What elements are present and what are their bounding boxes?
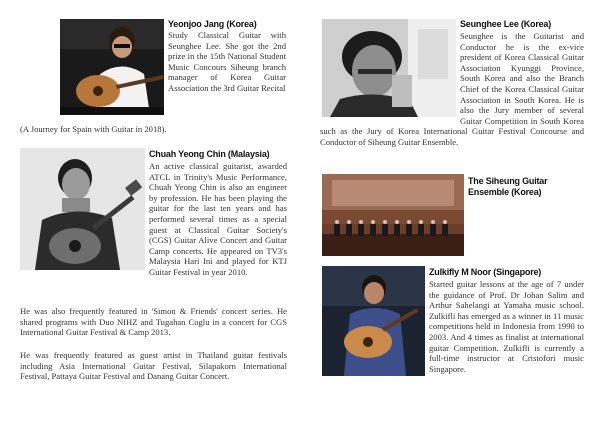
seunghee-lee-name: Seunghee Lee (Korea) [460, 19, 552, 29]
yeonjoo-jang-name: Yeonjoo Jang (Korea) [168, 19, 257, 29]
siheung-guitar-ensemble-photo [322, 174, 464, 256]
zulkifly-m-noor-bio: Started guitar lessons at the age of 7 under the guidance of Prof. Dr Johan Salim and Arthur Sahelangi at Yamaha music school. Zulkifli has emerged as a winner in 11 music competitions held in Indonesia from 1990 to 2003. And 4 times as finalist at international guitar Competition. Zulkifli is currently a full-time instructor at Cristofori music Singapore. [429, 279, 584, 374]
yeonjoo-jang-photo [60, 19, 164, 115]
yeonjoo-jang-bio-tail: (A Journey for Spain with Guitar in 2018). [20, 124, 167, 134]
chuah-paragraph-3: He was frequently featured as guest artist in Thailand guitar festivals including Asia International Guitar Festival, Silapakorn International Festival, Pattaya Guitar Festival and Danang Guitar Concert. [20, 350, 287, 382]
seunghee-lee-bio: Seunghee is the Guitarist and Conductor he is the ex-vice president of Korea Classical Guitar Association Kyunggi Province, South Korea and also the Branch Chief of the Korea Classical Guitar Association in South Korea. He is also the Jury member of several Guitar Competition in South Korea such as the Jury of Korea International Guitar Festival Concourse and Conductor of Siheung Guitar Ensemble. [320, 31, 584, 147]
chuah-yeong-chin-name: Chuah Yeong Chin (Malaysia) [149, 149, 270, 159]
chuah-paragraph-2: He was also frequently featured in 'Simon & Friends' concert series. He shared programs with Duo NIHZ and Tugahan Coglu in a concert for CGS International Guitar Festival & Camp 2013. [20, 306, 287, 338]
siheung-guitar-ensemble-name: The Siheung Guitar Ensemble (Korea) [468, 176, 548, 197]
chuah-yeong-chin-bio: An active classical guitarist, awarded ATCL in Trinity's Music Performance, Chuah Yeong Chin is also an engineer by profession. He has been playing the guitar for the last ten years and has performed several times as a special guest at Classical Guitar Society's (CGS) Guitar Alive Concert and Guitar Camp concerts. He appeared on TV3's Malaysia Hari Ini and played for KTJ Guitar Festival in year 2010. [149, 161, 287, 277]
zulkifly-m-noor-name: Zulkifly M Noor (Singapore) [429, 267, 542, 277]
yeonjoo-jang-bio: Study Classical Guitar with Seunghee Lee. She got the 2nd prize in the 15th National Student Music Concours Siheung branch manager of Korea Guitar Association the 3rd Guitar Recital [168, 30, 286, 93]
